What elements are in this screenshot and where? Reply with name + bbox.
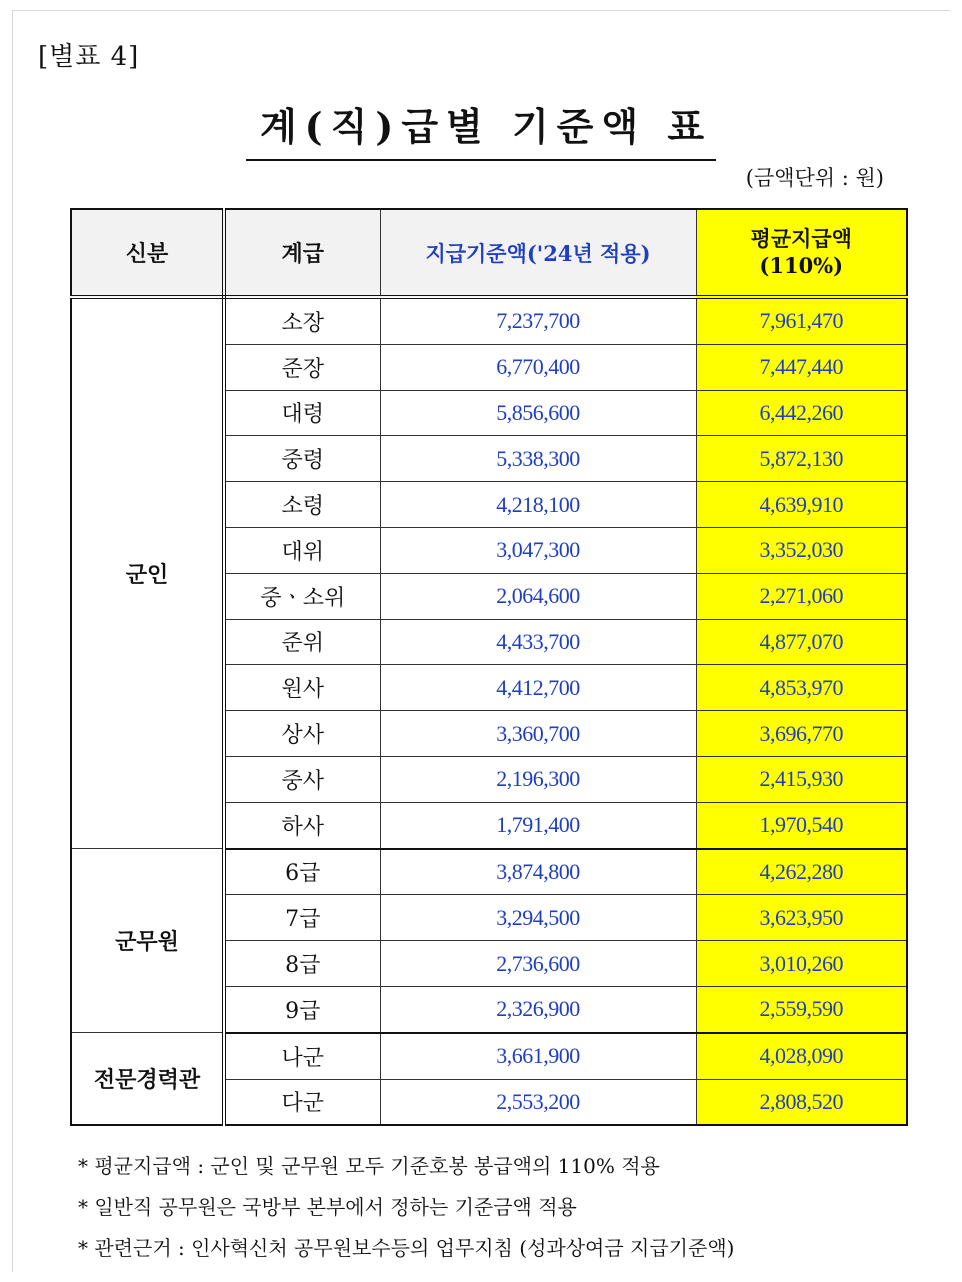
- header-category: 신분: [71, 209, 224, 297]
- standard-amount-cell: 4,218,100: [380, 482, 696, 528]
- footnote: * 일반직 공무원은 국방부 본부에서 정하는 기준금액 적용: [78, 1195, 577, 1219]
- average-amount-cell: 6,442,260: [696, 390, 907, 436]
- standard-amount-cell: 2,196,300: [380, 756, 696, 802]
- grade-cell: 6급: [224, 849, 380, 895]
- average-amount-cell: 7,961,470: [696, 297, 907, 344]
- standard-amount-cell: 7,237,700: [380, 297, 696, 344]
- table-body: [71, 297, 907, 1125]
- average-amount-cell: 7,447,440: [696, 344, 907, 390]
- header-average: [696, 209, 907, 297]
- header-standard: 지급기준액('24년 적용): [380, 209, 696, 297]
- table-row: [71, 849, 907, 895]
- standard-amount-cell: 2,553,200: [380, 1079, 696, 1125]
- grade-cell: 8급: [224, 941, 380, 987]
- standard-amount-cell: 2,736,600: [380, 941, 696, 987]
- standard-amount-cell: 3,294,500: [380, 895, 696, 941]
- average-amount-cell: 4,262,280: [696, 849, 907, 895]
- footnotes: [78, 1146, 734, 1269]
- grade-cell: 준위: [224, 619, 380, 665]
- average-amount-cell: 2,808,520: [696, 1079, 907, 1125]
- title-wrap: [0, 96, 962, 161]
- standard-amount-cell: 5,338,300: [380, 436, 696, 482]
- grade-cell: 소령: [224, 482, 380, 528]
- average-amount-cell: 3,010,260: [696, 941, 907, 987]
- standard-amount-cell: 3,661,900: [380, 1033, 696, 1079]
- standard-amount-cell: 4,412,700: [380, 665, 696, 711]
- amount-unit: (금액단위 : 원): [745, 166, 884, 190]
- grade-cell: 준장: [224, 344, 380, 390]
- header-row: [71, 209, 907, 297]
- average-amount-cell: 2,415,930: [696, 756, 907, 802]
- average-amount-cell: 2,271,060: [696, 573, 907, 619]
- average-amount-cell: 2,559,590: [696, 986, 907, 1032]
- grade-cell: 중령: [224, 436, 380, 482]
- average-amount-cell: 3,352,030: [696, 527, 907, 573]
- table-row: [71, 1033, 907, 1079]
- grade-cell: 하사: [224, 802, 380, 848]
- grade-cell: 중사: [224, 756, 380, 802]
- grade-cell: 소장: [224, 297, 380, 344]
- standard-amount-cell: 2,326,900: [380, 986, 696, 1032]
- header-average-line2: (110%): [759, 252, 844, 278]
- standard-amount-cell: 3,047,300: [380, 527, 696, 573]
- grade-cell: 대령: [224, 390, 380, 436]
- average-amount-cell: 5,872,130: [696, 436, 907, 482]
- grade-cell: 상사: [224, 711, 380, 757]
- category-cell: 전문경력관: [71, 1033, 224, 1126]
- standard-amount-cell: 2,064,600: [380, 573, 696, 619]
- table-row: [71, 297, 907, 344]
- category-cell: 군무원: [71, 849, 224, 1033]
- standard-amount-cell: 3,874,800: [380, 849, 696, 895]
- average-amount-cell: 3,623,950: [696, 895, 907, 941]
- average-amount-cell: 4,877,070: [696, 619, 907, 665]
- average-amount-cell: 4,853,970: [696, 665, 907, 711]
- average-amount-cell: 3,696,770: [696, 711, 907, 757]
- grade-cell: 중ㆍ소위: [224, 573, 380, 619]
- category-cell: 군인: [71, 297, 224, 849]
- grade-cell: 원사: [224, 665, 380, 711]
- standard-amount-cell: 1,791,400: [380, 802, 696, 848]
- footnote: * 평균지급액 : 군인 및 군무원 모두 기준호봉 봉급액의 110% 적용: [78, 1154, 660, 1178]
- document-title: 계(직)급별 기준액 표: [246, 96, 716, 161]
- header-average-line1: 평균지급액: [750, 226, 852, 252]
- grade-cell: 나군: [224, 1033, 380, 1079]
- grade-cell: 7급: [224, 895, 380, 941]
- grade-cell: 9급: [224, 986, 380, 1032]
- header-grade: 계급: [224, 209, 380, 297]
- footnote: * 관련근거 : 인사혁신처 공무원보수등의 업무지침 (성과상여금 지급기준액): [78, 1236, 735, 1260]
- standard-amount-cell: 4,433,700: [380, 619, 696, 665]
- standard-amount-cell: 5,856,600: [380, 390, 696, 436]
- average-amount-cell: 4,028,090: [696, 1033, 907, 1079]
- standard-amount-cell: 3,360,700: [380, 711, 696, 757]
- standard-amount-table: [70, 208, 908, 1126]
- grade-cell: 다군: [224, 1079, 380, 1125]
- appendix-tag: [별표 4]: [38, 42, 140, 72]
- grade-cell: 대위: [224, 527, 380, 573]
- average-amount-cell: 1,970,540: [696, 802, 907, 848]
- average-amount-cell: 4,639,910: [696, 482, 907, 528]
- standard-amount-cell: 6,770,400: [380, 344, 696, 390]
